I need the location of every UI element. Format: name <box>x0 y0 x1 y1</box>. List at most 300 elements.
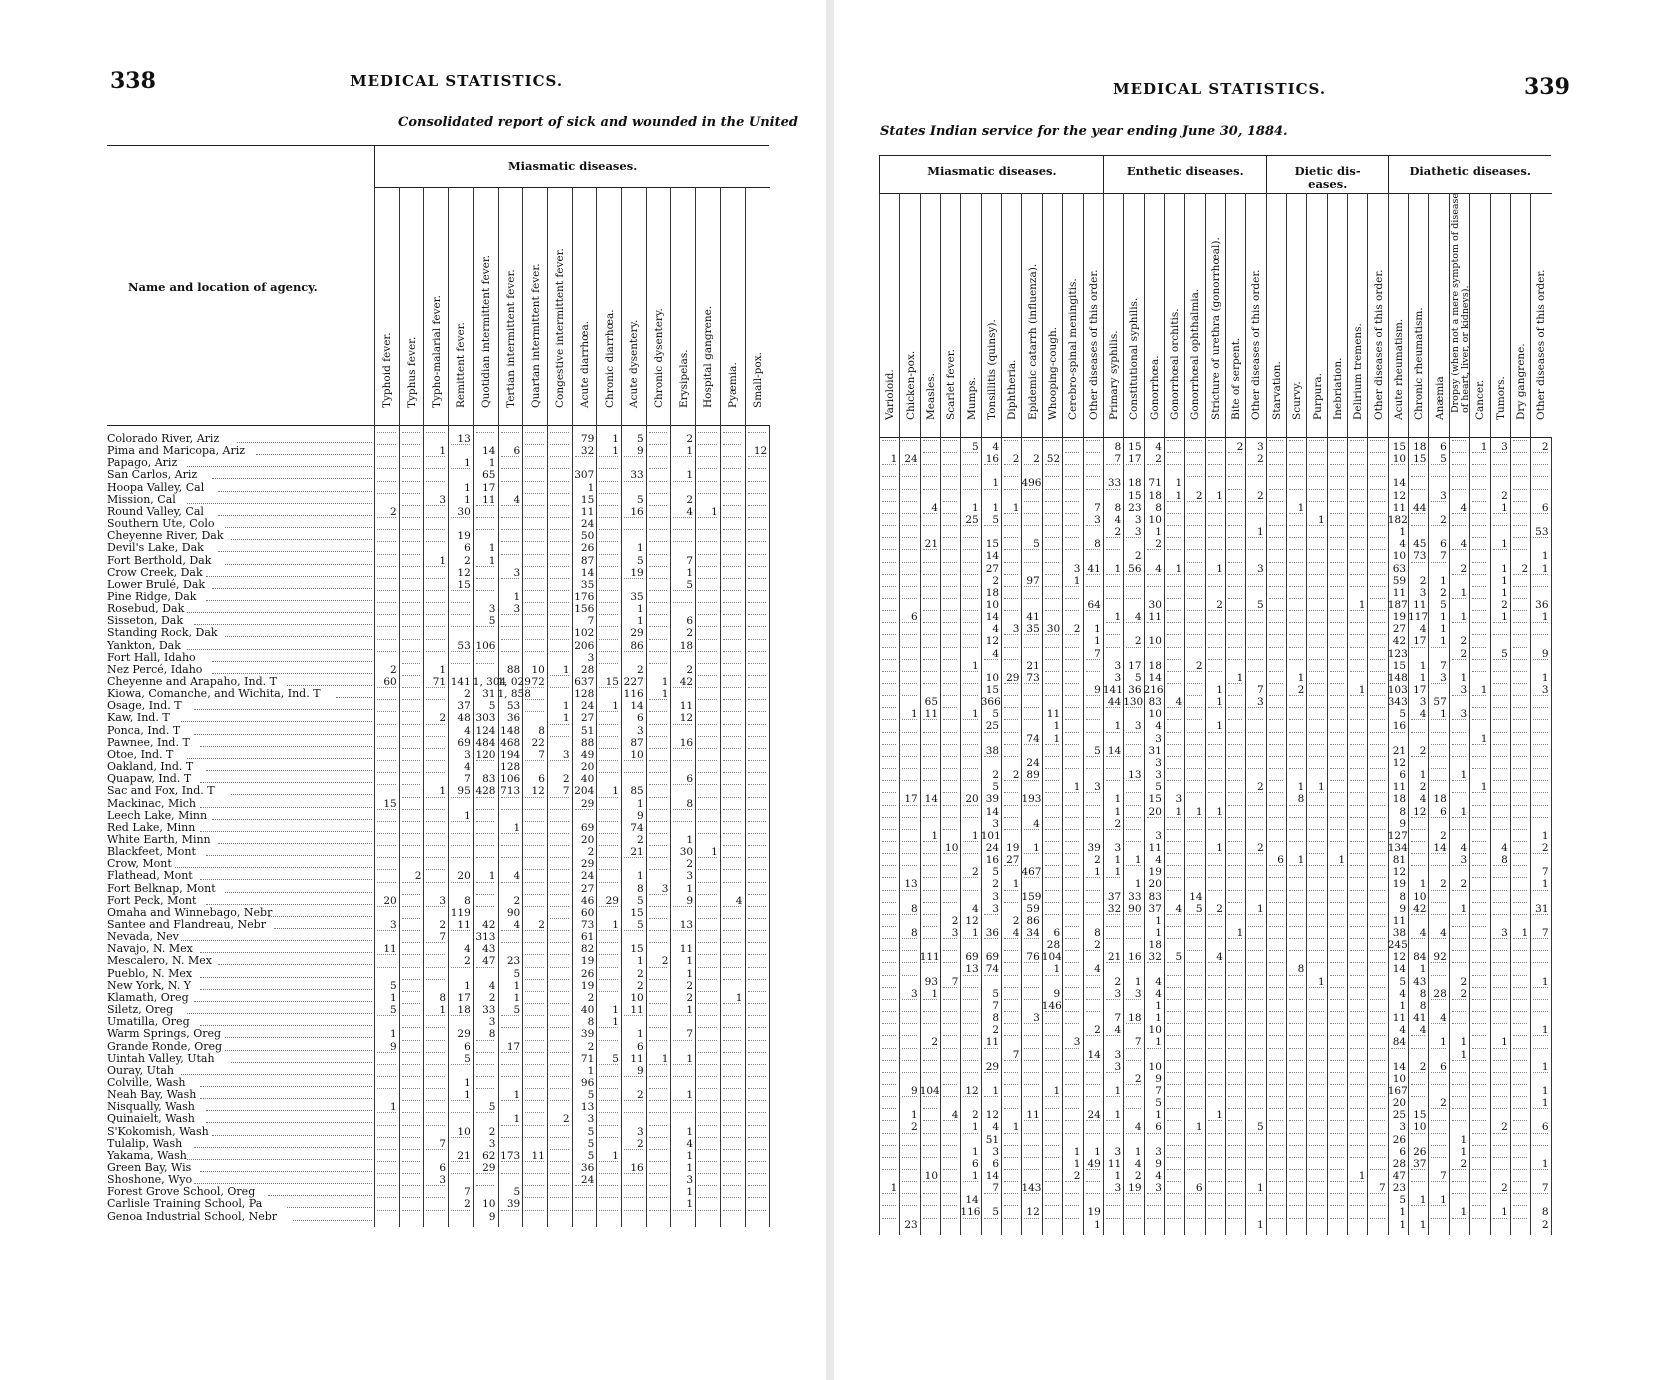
empty-cell-dots <box>984 477 998 490</box>
data-cell: 496 <box>1021 477 1042 490</box>
empty-cell-dots <box>748 967 767 980</box>
empty-cell-dots <box>550 748 569 761</box>
empty-cell-dots <box>599 529 618 542</box>
empty-cell-dots <box>377 894 396 907</box>
data-cell: 39 <box>580 1028 595 1041</box>
empty-cell-dots <box>1472 598 1486 611</box>
empty-cell-dots <box>1330 562 1344 575</box>
empty-cell-dots <box>1248 501 1262 514</box>
empty-cell-dots <box>1086 683 1100 696</box>
data-cell: 11 <box>482 493 496 506</box>
empty-cell-dots <box>1004 817 1018 830</box>
empty-cell-dots <box>1533 780 1547 793</box>
empty-cell-dots <box>377 420 396 433</box>
data-cell: 79 <box>580 433 595 445</box>
data-cell: 96 <box>580 1076 595 1089</box>
empty-cell-dots <box>426 1185 445 1198</box>
empty-cell-dots <box>1208 853 1222 866</box>
empty-cell-dots <box>1208 963 1222 976</box>
empty-cell-dots <box>1167 732 1181 745</box>
empty-cell-dots <box>1045 1011 1059 1024</box>
empty-cell-dots <box>1493 452 1507 465</box>
empty-cell-dots <box>1045 890 1059 903</box>
empty-cell-dots <box>984 513 998 526</box>
empty-cell-dots <box>525 1185 544 1198</box>
column-header-label: Scurvy. <box>1291 381 1304 420</box>
empty-cell-dots <box>748 760 767 773</box>
data-cell: 18 <box>679 639 694 652</box>
empty-cell-dots <box>1248 902 1262 915</box>
data-cell: 1 <box>1053 732 1061 745</box>
empty-cell-dots <box>1330 440 1344 453</box>
empty-cell-dots <box>1187 574 1201 587</box>
empty-cell-dots <box>501 1064 520 1077</box>
column-header-label: Bite of serpent. <box>1230 337 1243 420</box>
data-cell: 13 <box>457 433 471 445</box>
empty-cell-dots <box>1452 878 1466 891</box>
empty-cell-dots <box>963 865 977 878</box>
data-cell: 2 <box>1012 769 1020 782</box>
empty-cell-dots <box>882 853 896 866</box>
empty-cell-dots <box>698 712 717 725</box>
empty-cell-dots <box>698 772 717 785</box>
empty-cell-dots <box>476 785 495 798</box>
data-cell: 3 <box>1460 684 1468 696</box>
empty-cell-dots <box>476 882 495 895</box>
empty-cell-dots <box>1269 464 1283 477</box>
empty-cell-dots <box>575 797 594 810</box>
empty-cell-dots <box>1228 817 1242 830</box>
empty-cell-dots <box>1228 938 1242 951</box>
empty-cell-dots <box>1228 878 1242 891</box>
data-cell: 1 <box>1297 501 1305 514</box>
empty-cell-dots <box>501 1149 520 1162</box>
empty-cell-dots <box>1086 562 1100 575</box>
empty-cell-dots <box>525 1161 544 1174</box>
empty-cell-dots <box>943 987 957 1000</box>
dot-leader <box>218 964 372 965</box>
empty-cell-dots <box>1024 550 1038 563</box>
empty-cell-dots <box>402 529 421 542</box>
data-cell: 29 <box>580 797 595 810</box>
empty-cell-dots <box>882 428 896 441</box>
empty-cell-dots <box>649 1003 668 1016</box>
empty-cell-dots <box>1228 865 1242 878</box>
empty-cell-dots <box>451 785 470 798</box>
data-cell: 3 <box>1155 769 1162 782</box>
data-cell: 123 <box>1387 647 1408 660</box>
dot-leader <box>181 721 372 722</box>
empty-cell-dots <box>1350 963 1364 976</box>
empty-cell-dots <box>1350 805 1364 818</box>
column-header-19 <box>1266 193 1287 437</box>
data-cell: 16 <box>679 736 694 749</box>
empty-cell-dots <box>1309 574 1323 587</box>
empty-cell-dots <box>1208 622 1222 635</box>
empty-cell-dots <box>649 1088 668 1101</box>
empty-cell-dots <box>1086 477 1100 490</box>
empty-cell-dots <box>1248 574 1262 587</box>
empty-cell-dots <box>1126 987 1140 1000</box>
data-cell: 43 <box>1413 975 1427 988</box>
empty-cell-dots <box>1167 707 1181 720</box>
dot-leader <box>218 843 372 844</box>
data-cell: 3 <box>1094 513 1101 526</box>
empty-cell-dots <box>1106 525 1120 538</box>
empty-cell-dots <box>377 712 396 725</box>
data-cell: 17 <box>457 991 471 1004</box>
empty-cell-dots <box>1045 1023 1059 1036</box>
empty-cell-dots <box>748 699 767 712</box>
empty-cell-dots <box>923 477 937 490</box>
data-cell: 428 <box>475 785 496 798</box>
empty-cell-dots <box>1350 841 1364 854</box>
data-cell: 48 <box>457 712 471 725</box>
empty-cell-dots <box>984 647 998 660</box>
empty-cell-dots <box>902 464 916 477</box>
empty-cell-dots <box>1045 659 1059 672</box>
empty-cell-dots <box>902 635 916 648</box>
empty-cell-dots <box>1370 428 1384 441</box>
empty-cell-dots <box>1065 513 1079 526</box>
empty-cell-dots <box>1228 963 1242 976</box>
empty-cell-dots <box>1309 878 1323 891</box>
data-cell: 1 <box>1175 805 1183 818</box>
group-header-label: Dietic dis- eases. <box>1294 164 1361 191</box>
data-cell: 10 <box>1392 453 1407 466</box>
empty-cell-dots <box>1024 513 1038 526</box>
empty-cell-dots <box>649 554 668 567</box>
empty-cell-dots <box>1269 574 1283 587</box>
empty-cell-dots <box>501 1052 520 1065</box>
empty-cell-dots <box>1472 537 1486 550</box>
data-cell: 3 <box>1134 987 1142 1000</box>
data-cell: 24 <box>580 518 595 531</box>
empty-cell-dots <box>1208 768 1222 781</box>
column-header-label: Varioloid. <box>884 369 897 420</box>
empty-cell-dots <box>1289 938 1303 951</box>
empty-cell-dots <box>923 537 937 550</box>
data-cell: 71 <box>580 1052 595 1065</box>
column-header-label: Gonorrhœal ophthalmia. <box>1189 288 1202 420</box>
empty-cell-dots <box>402 493 421 506</box>
empty-cell-dots <box>698 517 717 530</box>
data-cell: 1 <box>1318 975 1325 988</box>
empty-cell-dots <box>1411 926 1425 939</box>
empty-cell-dots <box>963 550 977 563</box>
empty-cell-dots <box>1493 756 1507 769</box>
empty-cell-dots <box>923 987 937 1000</box>
empty-cell-dots <box>1269 975 1283 988</box>
empty-cell-dots <box>550 797 569 810</box>
empty-cell-dots <box>1045 574 1059 587</box>
data-cell: 2 <box>637 1137 644 1150</box>
empty-cell-dots <box>377 772 396 785</box>
data-cell: 41 <box>1087 562 1101 575</box>
data-cell: 87 <box>580 554 595 567</box>
empty-cell-dots <box>963 513 977 526</box>
empty-cell-dots <box>1167 987 1181 1000</box>
empty-cell-dots <box>1065 950 1079 963</box>
empty-cell-dots <box>963 574 977 587</box>
empty-cell-dots <box>451 809 470 822</box>
empty-cell-dots <box>525 627 544 640</box>
column-header-4 <box>960 193 981 437</box>
data-cell: 16 <box>1392 720 1407 733</box>
empty-cell-dots <box>649 991 668 1004</box>
empty-cell-dots <box>599 967 618 980</box>
empty-cell-dots <box>1187 829 1201 842</box>
empty-cell-dots <box>1187 659 1201 672</box>
empty-cell-dots <box>698 930 717 943</box>
empty-cell-dots <box>943 622 957 635</box>
empty-cell-dots <box>599 554 618 567</box>
empty-cell-dots <box>1370 501 1384 514</box>
empty-cell-dots <box>1228 841 1242 854</box>
dot-leader <box>200 831 372 832</box>
empty-cell-dots <box>1472 963 1486 976</box>
empty-cell-dots <box>723 991 742 1004</box>
column-header-label: Typhus fever. <box>406 336 419 408</box>
column-header-label: Chicken-pox. <box>904 350 917 420</box>
empty-cell-dots <box>525 748 544 761</box>
empty-cell-dots <box>1493 647 1507 660</box>
data-cell: 1 <box>931 987 939 1000</box>
data-cell: 3 <box>390 919 397 931</box>
empty-cell-dots <box>1187 780 1201 793</box>
data-cell: 1 <box>1236 927 1244 939</box>
empty-cell-dots <box>748 918 767 931</box>
data-cell: 2 <box>1256 489 1264 502</box>
empty-cell-dots <box>426 614 445 627</box>
empty-cell-dots <box>1370 987 1384 1000</box>
data-cell: 8 <box>464 894 471 907</box>
empty-cell-dots <box>402 1088 421 1101</box>
data-cell: 15 <box>985 538 1000 551</box>
column-header-11 <box>646 187 672 425</box>
data-cell: 1 <box>1216 684 1223 696</box>
data-cell: 4 <box>1114 513 1122 526</box>
empty-cell-dots <box>550 1149 569 1162</box>
data-cell: 204 <box>574 785 595 798</box>
empty-cell-dots <box>923 914 937 927</box>
empty-cell-dots <box>1350 683 1364 696</box>
data-cell: 3 <box>1419 696 1427 709</box>
data-cell: 4 <box>464 761 471 774</box>
column-rule <box>1551 437 1552 1235</box>
data-cell: 1 <box>1155 1012 1162 1025</box>
empty-cell-dots <box>943 950 957 963</box>
empty-cell-dots <box>902 963 916 976</box>
data-cell: 37 <box>1148 902 1162 915</box>
empty-cell-dots <box>1269 635 1283 648</box>
data-cell: 19 <box>580 955 595 968</box>
empty-cell-dots <box>1004 671 1018 684</box>
empty-cell-dots <box>402 554 421 567</box>
empty-cell-dots <box>550 845 569 858</box>
empty-cell-dots <box>673 772 692 785</box>
empty-cell-dots <box>1004 890 1018 903</box>
data-cell: 1 <box>686 1125 694 1138</box>
data-cell: 7 <box>1114 1012 1122 1025</box>
data-cell: 36 <box>1128 684 1142 696</box>
empty-cell-dots <box>1167 622 1181 635</box>
agency-name: Papago, Ariz <box>107 456 178 470</box>
empty-cell-dots <box>624 1173 643 1186</box>
empty-cell-dots <box>1493 768 1507 781</box>
empty-cell-dots <box>649 930 668 943</box>
empty-cell-dots <box>649 444 668 457</box>
empty-cell-dots <box>748 1137 767 1150</box>
agency-name: Omaha and Winnebago, Nebr <box>107 905 273 919</box>
empty-cell-dots <box>525 505 544 518</box>
dot-leader <box>231 794 372 795</box>
agency-name: Santee and Flandreau, Nebr <box>107 918 266 931</box>
empty-cell-dots <box>1269 537 1283 550</box>
empty-cell-dots <box>1024 452 1038 465</box>
data-cell: 90 <box>1128 902 1142 915</box>
empty-cell-dots <box>426 1198 445 1211</box>
empty-cell-dots <box>723 578 742 591</box>
data-cell: 14 <box>985 550 1000 563</box>
empty-cell-dots <box>525 1113 544 1126</box>
data-cell: 8 <box>439 991 447 1004</box>
empty-cell-dots <box>1493 732 1507 745</box>
empty-cell-dots <box>1350 878 1364 891</box>
empty-cell-dots <box>723 736 742 749</box>
empty-cell-dots <box>1533 950 1547 963</box>
empty-cell-dots <box>426 821 445 834</box>
table-row <box>107 883 769 895</box>
empty-cell-dots <box>1289 914 1303 927</box>
empty-cell-dots <box>377 833 396 846</box>
data-cell: 3 <box>1073 562 1081 575</box>
data-cell: 90 <box>506 906 521 919</box>
data-cell: 13 <box>904 878 918 891</box>
empty-cell-dots <box>451 845 470 858</box>
empty-cell-dots <box>624 760 643 773</box>
empty-cell-dots <box>698 882 717 895</box>
empty-cell-dots <box>426 529 445 542</box>
empty-cell-dots <box>1309 780 1323 793</box>
empty-cell-dots <box>1187 805 1201 818</box>
data-cell: 17 <box>1413 684 1427 696</box>
empty-cell-dots <box>377 481 396 494</box>
data-cell: 1 <box>1501 562 1508 575</box>
data-cell: 5 <box>1175 951 1183 964</box>
empty-cell-dots <box>1452 780 1466 793</box>
data-cell: 59 <box>1026 902 1040 915</box>
empty-cell-dots <box>1472 464 1486 477</box>
data-cell: 33 <box>1128 890 1142 903</box>
empty-cell-dots <box>599 602 618 615</box>
empty-cell-dots <box>1187 999 1201 1012</box>
empty-cell-dots <box>1269 683 1283 696</box>
agency-name: Fort Hall, Idaho <box>107 650 196 664</box>
empty-cell-dots <box>748 590 767 603</box>
empty-cell-dots <box>963 926 977 939</box>
data-cell: 1 <box>972 501 979 514</box>
data-cell: 1 <box>637 955 644 968</box>
empty-cell-dots <box>501 1015 520 1028</box>
data-cell: 52 <box>1046 453 1061 466</box>
empty-cell-dots <box>1452 586 1466 599</box>
empty-cell-dots <box>426 809 445 822</box>
data-cell: 35 <box>1026 623 1040 636</box>
empty-cell-dots <box>1004 744 1018 757</box>
empty-cell-dots <box>1065 622 1079 635</box>
empty-cell-dots <box>1431 744 1445 757</box>
empty-cell-dots <box>476 797 495 810</box>
empty-cell-dots <box>723 663 742 676</box>
empty-cell-dots <box>1065 780 1079 793</box>
empty-cell-dots <box>1269 501 1283 514</box>
empty-cell-dots <box>963 999 977 1012</box>
empty-cell-dots <box>698 420 717 433</box>
empty-cell-dots <box>1289 793 1303 806</box>
data-cell: 8 <box>1094 927 1101 939</box>
empty-cell-dots <box>550 529 569 542</box>
data-cell: 3 <box>992 817 1000 830</box>
data-cell: 20 <box>1148 805 1162 818</box>
data-cell: 4 <box>1134 611 1142 624</box>
empty-cell-dots <box>1452 720 1466 733</box>
empty-cell-dots <box>599 481 618 494</box>
empty-cell-dots <box>1289 610 1303 623</box>
empty-cell-dots <box>882 841 896 854</box>
empty-cell-dots <box>1289 477 1303 490</box>
empty-cell-dots <box>1208 562 1222 575</box>
data-cell: 2 <box>992 769 1000 782</box>
empty-cell-dots <box>748 1173 767 1186</box>
empty-cell-dots <box>550 724 569 737</box>
data-cell: 4 <box>464 943 471 956</box>
data-cell: 42 <box>1392 635 1407 648</box>
empty-cell-dots <box>1493 817 1507 830</box>
empty-cell-dots <box>649 505 668 518</box>
empty-cell-dots <box>501 493 520 506</box>
empty-cell-dots <box>1004 428 1018 441</box>
empty-cell-dots <box>377 687 396 700</box>
empty-cell-dots <box>1106 1023 1120 1036</box>
empty-cell-dots <box>1248 695 1262 708</box>
empty-cell-dots <box>1533 732 1547 745</box>
empty-cell-dots <box>1167 963 1181 976</box>
empty-cell-dots <box>1472 477 1486 490</box>
empty-cell-dots <box>748 517 767 530</box>
data-cell: 1 <box>1073 574 1081 587</box>
empty-cell-dots <box>1269 768 1283 781</box>
empty-cell-dots <box>1289 963 1303 976</box>
empty-cell-dots <box>1208 732 1222 745</box>
empty-cell-dots <box>1330 671 1344 684</box>
empty-cell-dots <box>1411 744 1425 757</box>
data-cell: 1 <box>1216 805 1223 818</box>
empty-cell-dots <box>624 639 643 652</box>
data-cell: 4 <box>686 1137 694 1150</box>
dot-leader <box>225 564 372 565</box>
empty-cell-dots <box>377 809 396 822</box>
data-cell: 13 <box>679 919 694 931</box>
data-cell: 29 <box>482 1162 496 1174</box>
empty-cell-dots <box>377 760 396 773</box>
empty-cell-dots <box>1350 550 1364 563</box>
empty-cell-dots <box>1411 841 1425 854</box>
empty-cell-dots <box>963 975 977 988</box>
data-cell: 6 <box>439 1162 447 1174</box>
data-cell: 7 <box>686 1028 694 1041</box>
column-header-label: Remittent fever. <box>455 322 468 408</box>
